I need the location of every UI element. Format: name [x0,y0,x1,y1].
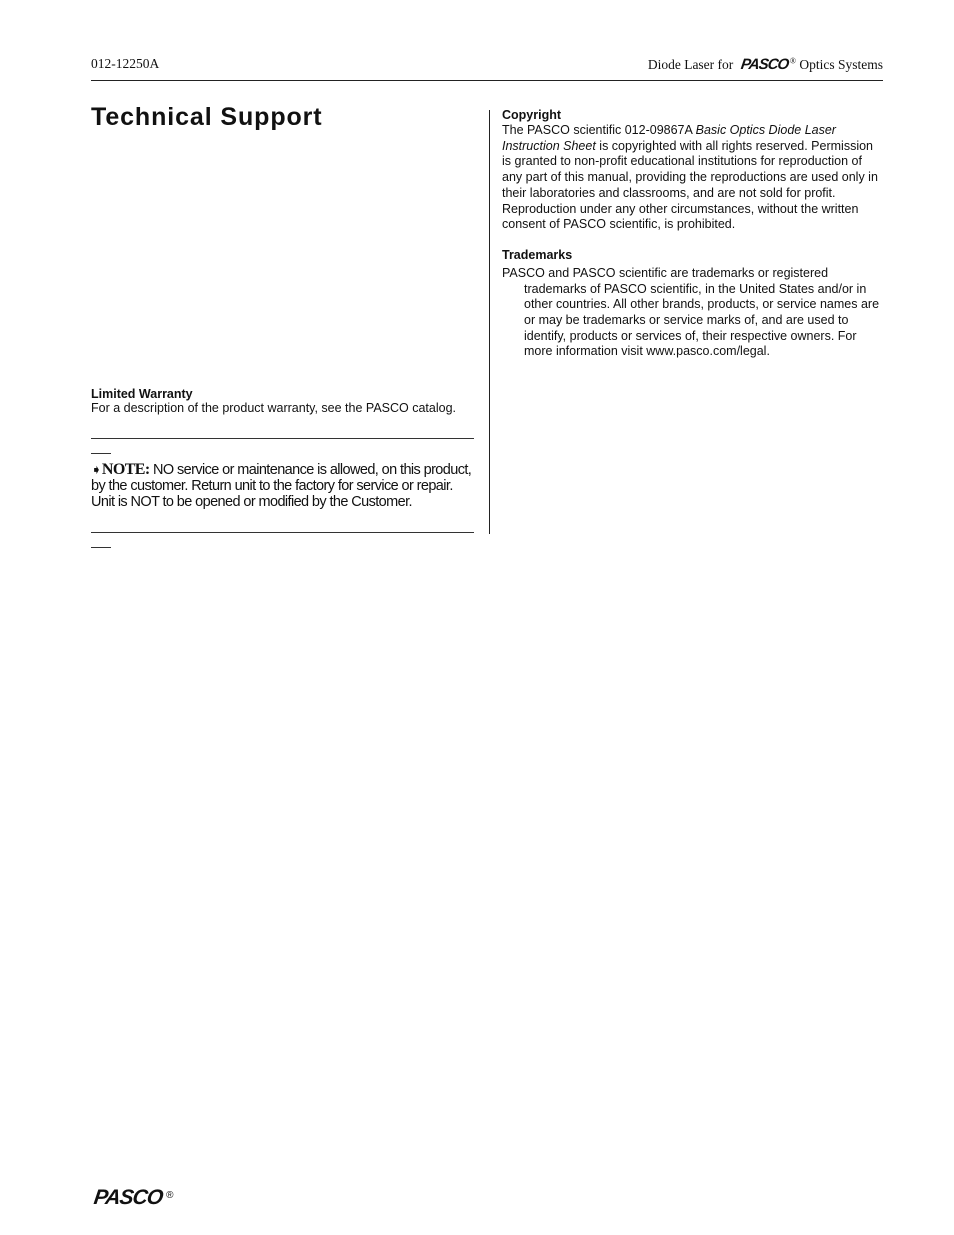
registered-mark: ® [166,1189,174,1201]
separator-rule-top [91,438,474,454]
right-column [502,108,884,360]
instruction-sheet-title: Basic Optics Diode Laser Instruction Sheet [502,123,836,153]
rule-stub [91,453,111,454]
note-label: NOTE: [101,461,150,478]
header-title-prefix: Diode Laser for [647,57,734,72]
rule-line [91,438,474,439]
pasco-logo-small: PASCO [739,56,790,73]
note-text: NO service or maintenance is allowed, on this product, by the customer. Return unit to the factory for service or repair. Unit is NOT to be opened or modified by the Customer. [91,462,472,510]
copyright-heading: Copyright [502,108,562,122]
rule-line [91,532,474,533]
note-arrow-icon: ➧ [91,462,102,477]
page-header [91,54,883,81]
footer-logo [94,1186,174,1210]
registered-mark: ® [789,56,796,66]
copyright-text-body: is copyrighted with all rights reserved. Permission is granted to non-profit educational institutions for reproduction of any part of this manual, providing the reproductions are used only in their laboratories and classrooms, and are not sold for profit. Reproduction under any other circumstances, without the written consent of PASCO scientific, is prohibited. [502,138,878,232]
warranty-section [91,387,475,417]
header-title [648,56,883,73]
warranty-text: For a description of the product warranty, see the PASCO catalog. [91,401,456,415]
trademarks-text: PASCO and PASCO scientific are trademarks or registered trademarks of PASCO scientific, in the United States and/or in other countries. All other brands, products, or service names are or may be trademarks or service marks of, and are used to identify, products or services of, their respective owners. For more information visit www.pasco.com/legal. [502,265,880,359]
service-note [91,462,477,510]
copyright-text-lead: The PASCO scientific 012-09867A [502,123,696,137]
page-title: Technical Support [91,103,323,131]
rule-stub [91,547,111,548]
pasco-logo: PASCO [92,1186,164,1209]
header-title-suffix: Optics Systems [799,57,883,72]
document-number: 012-12250A [91,56,160,71]
warranty-heading: Limited Warranty [91,387,193,401]
trademarks-heading: Trademarks [502,247,573,262]
column-divider [489,110,490,534]
copyright-text [502,123,884,233]
separator-rule-bottom [91,532,474,548]
